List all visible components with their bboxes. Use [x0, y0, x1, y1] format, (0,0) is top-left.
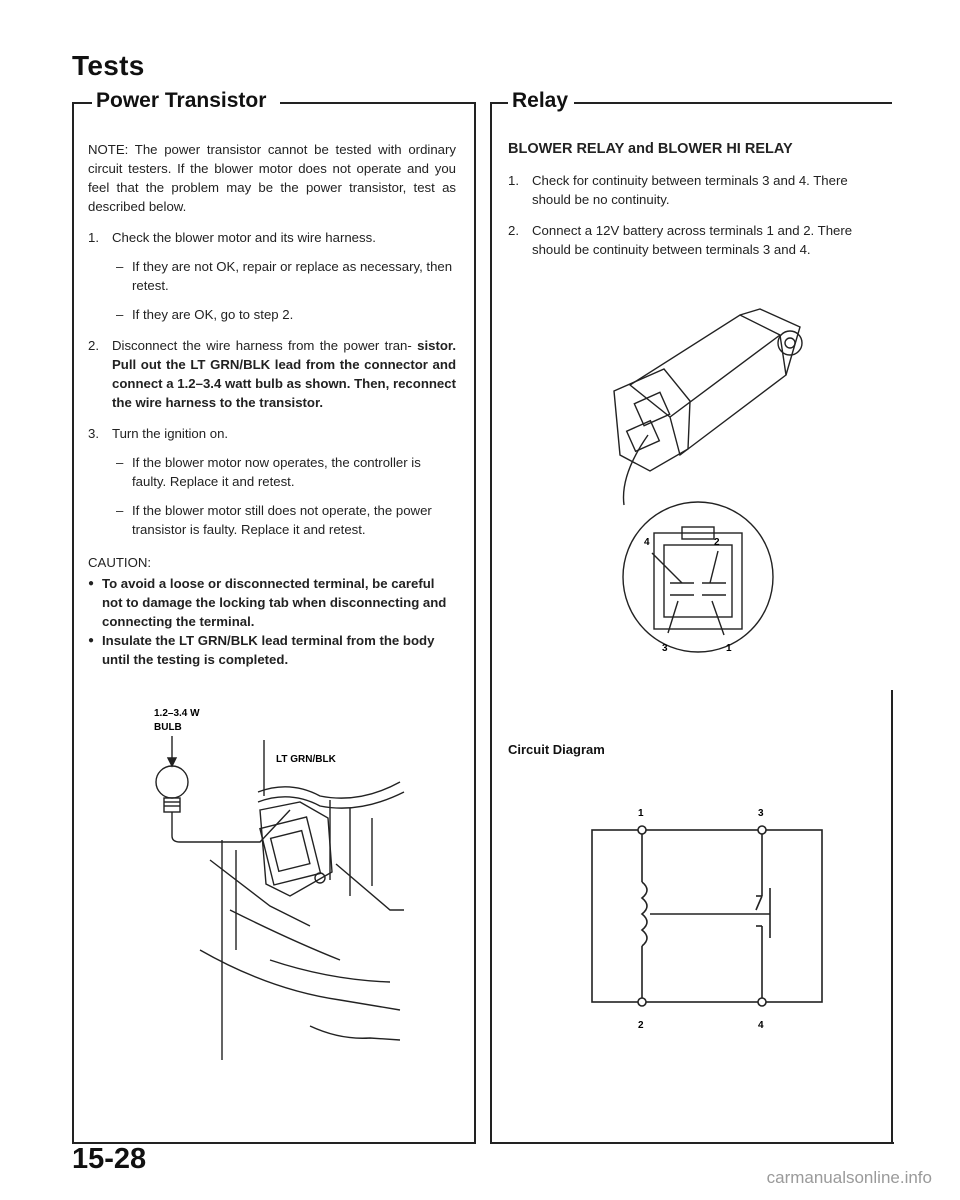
- note-text: NOTE: The power transistor cannot be tested with ordinary circuit testers. If the blower motor does not operate and you feel that the problem may be the power transistor, test as described below.: [88, 142, 456, 214]
- step-number: 2.: [88, 338, 99, 353]
- relay-switch-contact: [756, 896, 762, 910]
- sub-step-text: If they are OK, go to step 2.: [132, 307, 294, 322]
- step-3: [88, 424, 456, 443]
- relay-body: [630, 315, 780, 417]
- page-title: Tests: [72, 50, 145, 81]
- transistor-connector: [260, 817, 321, 885]
- sub-step-text: If the blower motor now operates, the controller is faulty. Replace it and retest.: [132, 455, 421, 489]
- sub-step: – If the blower motor now operates, the controller is faulty. Replace it and retest.: [116, 453, 456, 491]
- bulb-icon: [156, 766, 188, 798]
- terminal-label-2: 2: [714, 537, 720, 548]
- bulb-connection-illustration: [140, 700, 440, 1080]
- sub-step-text: If they are not OK, repair or replace as necessary, then retest.: [132, 259, 453, 293]
- step-number: 1.: [88, 230, 99, 245]
- caution-item: ● Insulate the LT GRN/BLK lead terminal from the body until the testing is completed.: [88, 631, 456, 669]
- bulb-label: BULB: [154, 722, 182, 733]
- bulb-wattage-label: 1.2–3.4 W: [154, 708, 200, 719]
- circuit-diagram-label: Circuit Diagram: [508, 742, 605, 757]
- step-number: 2.: [508, 223, 519, 238]
- section-rule: [572, 102, 892, 104]
- step-text: Check the blower motor and its wire harness.: [112, 230, 376, 245]
- panel-edge: [891, 690, 893, 1142]
- relay-coil: [642, 882, 647, 946]
- circuit-frame: [592, 830, 822, 1002]
- terminal-label-1: 1: [726, 643, 732, 654]
- terminal-label-3: 3: [662, 643, 668, 654]
- step-text: Disconnect the wire harness from the power tran-: [112, 338, 412, 353]
- section-heading-relay: Relay: [508, 89, 574, 113]
- circuit-terminal-1: 1: [638, 808, 644, 819]
- relay-text: [508, 140, 874, 259]
- step-1: [88, 228, 456, 247]
- section-rule: [280, 102, 474, 104]
- caution-text: To avoid a loose or disconnected terminal, be careful not to damage the locking tab when disconnecting and connecting the terminal.: [102, 576, 447, 629]
- caution-list: [88, 574, 456, 669]
- section-heading-power-transistor: Power Transistor: [92, 89, 272, 113]
- section-rule: [72, 102, 94, 104]
- relay-step-2: [508, 221, 874, 259]
- circuit-diagram: [580, 800, 830, 1040]
- relay-illustration: [590, 305, 820, 695]
- power-transistor-text: [88, 140, 456, 669]
- sub-step: – If they are OK, go to step 2.: [116, 307, 294, 322]
- circuit-terminal-2: 2: [638, 1020, 644, 1031]
- sub-step: – If the blower motor still does not operate, the power transistor is faulty. Replace it and retest.: [116, 501, 456, 539]
- footer-watermark-url: carmanualsonline.info: [766, 1168, 932, 1187]
- sub-step: – If they are not OK, repair or replace as necessary, then retest.: [116, 257, 456, 295]
- step-number: 1.: [508, 173, 519, 188]
- caution-item: ● To avoid a loose or disconnected terminal, be careful not to damage the locking tab when disconnecting and connecting the terminal.: [88, 574, 456, 631]
- step-number: 3.: [88, 426, 99, 441]
- terminal-socket: [654, 533, 742, 629]
- lead-color-label: LT GRN/BLK: [276, 754, 336, 765]
- relay-subheading: BLOWER RELAY and BLOWER HI RELAY: [508, 141, 793, 157]
- step-2: [88, 336, 456, 412]
- caution-label: CAUTION:: [88, 555, 152, 570]
- relay-connector: [614, 369, 690, 471]
- step-text: Turn the ignition on.: [112, 426, 229, 441]
- relay-step-1: [508, 171, 874, 209]
- step-text: Connect a 12V battery across terminals 1 and 2. There should be continuity between terminals 3 and 4.: [532, 223, 853, 257]
- page-number: 15-28: [72, 1143, 147, 1175]
- circuit-terminal-4: 4: [758, 1020, 764, 1031]
- terminal-label-4: 4: [644, 537, 650, 548]
- step-text: Check for continuity between terminals 3 and 4. There should be no continuity.: [532, 173, 848, 207]
- circuit-terminal-3: 3: [758, 808, 764, 819]
- sub-step-text: If the blower motor still does not operate, the power transistor is faulty. Replace it and retest.: [132, 503, 432, 537]
- caution-text: Insulate the LT GRN/BLK lead terminal from the body until the testing is completed.: [102, 633, 435, 667]
- step-text-bold: sistor. Pull out the LT GRN/BLK lead from the connector and connect a 1.2–3.4 watt bulb as shown. Then, reconnect the wire harness to the transistor.: [112, 338, 456, 410]
